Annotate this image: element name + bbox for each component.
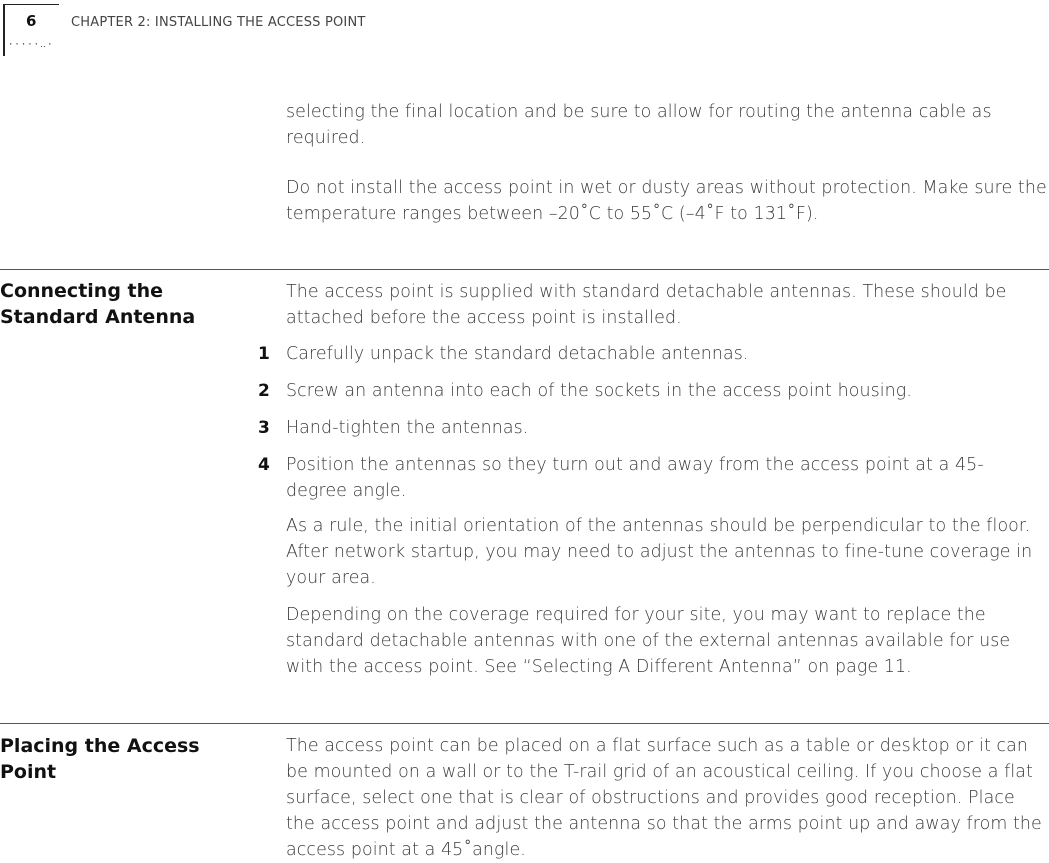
section-heading-placing: Placing the Access Point [0,735,200,783]
header-top-rule [3,4,59,5]
antenna-note-2 [286,602,1049,680]
rh-installing: NSTALLING [158,15,233,30]
rh-hapter: HAPTER [80,15,134,30]
step-number: 2 [258,381,270,401]
page-header [0,0,1049,60]
antenna-note-1-text: As a rule, the initial orientation of the antennas should be perpendicular to the floor. After network startup, you may need to adjust the antennas to fine-tune coverage in your area. [286,516,1033,588]
header-vertical-rule [3,4,5,56]
header-dots-ornament: ·····‥· [8,40,54,50]
section-divider-placing [0,723,1049,724]
rh-oint: OINT [332,15,366,30]
step-text: Carefully unpack the standard detachable antennas. [286,344,749,364]
rh-p: P [320,15,333,30]
rh-c: C [71,15,81,30]
placing-body-text: The access point can be placed on a flat surface such as a table or desktop or it can be mounted on a wall or to the T-rail grid of an acoustical ceiling. If you choose a flat surface, select one that is clear of obstructions and provides good reception. Place the access point and adjust the antenna so that the arms point up and away from the access point at a 45˚angle. [286,736,1042,860]
antenna-note-1 [286,513,1049,591]
intro-text-2: Do not install the access point in wet or dusty areas without protection. Make sure the temperature ranges between –20˚C to 55˚C (–4˚F to 131˚F). [286,178,1047,224]
step-number: 1 [258,344,270,364]
antenna-lead [286,279,1049,331]
antenna-lead-text: The access point is supplied with standard detachable antennas. These should be attached before the access point is installed. [286,282,1007,328]
rh-the: THE A [232,15,277,30]
intro-paragraph-1 [286,99,1049,151]
intro-paragraph-2 [286,175,1049,227]
placing-body [286,733,1049,863]
section-heading-antenna: Connecting the Standard Antenna [0,280,196,328]
section-divider-antenna [0,269,1049,270]
running-head [71,15,366,30]
page-number: 6 [26,12,37,30]
intro-text-1: selecting the final location and be sure to allow for routing the antenna cable as required. [286,102,992,148]
step-number: 3 [258,418,270,438]
step-text: Position the antennas so they turn out and away from the access point at a 45-degree angle. [286,455,984,501]
step-number: 4 [258,455,270,475]
rh-sep: 2: I [133,15,159,30]
rh-access: CCESS [276,15,321,30]
step-text: Screw an antenna into each of the sockets in the access point housing. [286,381,912,401]
step-text: Hand-tighten the antennas. [286,418,529,438]
antenna-note-2-text: Depending on the coverage required for your site, you may want to replace the standard detachable antennas with one of the external antennas available for use with the access point. See “Selecting A Different Antenna” on page 11. [286,605,1011,677]
